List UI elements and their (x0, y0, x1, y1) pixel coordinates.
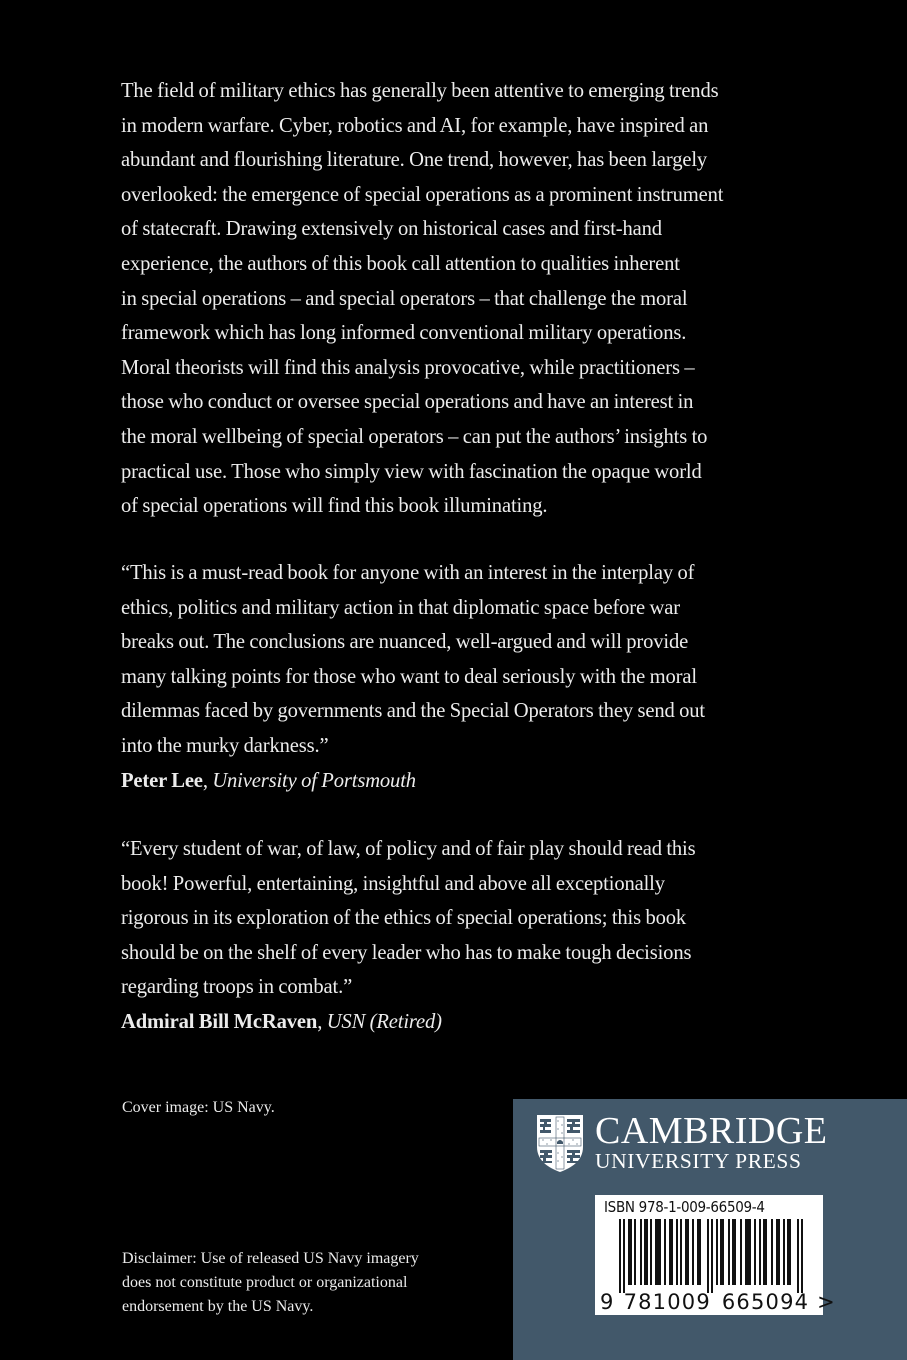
endorser-name: Peter Lee (121, 769, 203, 792)
endorsement-line: “This is a must-read book for anyone with an interest in the interplay of (121, 562, 695, 584)
publisher-name (595, 1110, 828, 1173)
endorsement-line: “Every student of war, of law, of policy and of fair play should read this (121, 838, 696, 860)
isbn-label: ISBN 978-1-009-66509-4 (604, 1198, 765, 1216)
description-line: The field of military ethics has generally been attentive to emerging trends (121, 80, 719, 102)
description-line: in modern warfare. Cyber, robotics and AI, for example, have inspired an (121, 114, 709, 137)
description-line: in special operations – and special operators – that challenge the moral (121, 287, 688, 310)
ean-first-digit: 9 (600, 1290, 615, 1314)
ean-quiet-zone-arrow: > (817, 1290, 836, 1314)
isbn-barcode (595, 1195, 836, 1315)
description-line: experience, the authors of this book call attention to qualities inherent (121, 252, 680, 275)
endorsement-line: regarding troops in combat.” (121, 976, 353, 999)
description-line: practical use. Those who simply view with fascination the opaque world (121, 460, 702, 483)
endorsement-line: should be on the shelf of every leader who has to make tough decisions (121, 941, 692, 964)
endorsement-line: dilemmas faced by governments and the Special Operators they send out (121, 700, 705, 723)
description-line: overlooked: the emergence of special operations as a prominent instrument (121, 183, 724, 206)
endorsement-line: ethics, politics and military action in that diplomatic space before war (121, 596, 680, 619)
description-line: of special operations will find this book illuminating. (121, 495, 548, 518)
endorsement-line: breaks out. The conclusions are nuanced, well-argued and will provide (121, 631, 689, 654)
description-line: framework which has long informed conventional military operations. (121, 322, 687, 345)
ean-digits (600, 1290, 836, 1314)
disclaimer-line: endorsement by the US Navy. (122, 1298, 314, 1315)
publisher-logo (535, 1110, 828, 1173)
endorsement-peter-lee (121, 556, 801, 798)
endorser-name: Admiral Bill McRaven (121, 1010, 318, 1033)
ean-right-group: 665094 (721, 1290, 810, 1314)
ean-left-group: 781009 (623, 1290, 711, 1314)
description-line: those who conduct or oversee special operations and have an interest in (121, 391, 694, 414)
endorsement-line: rigorous in its exploration of the ethics of special operations; this book (121, 907, 687, 930)
description-line: the moral wellbeing of special operators – can put the authors’ insights to (121, 425, 708, 448)
disclaimer-line: Disclaimer: Use of released US Navy imagery (122, 1250, 419, 1267)
description-line: Moral theorists will find this analysis provocative, while practitioners – (121, 356, 695, 379)
attribution-separator: , (317, 1010, 327, 1033)
endorsement-bill-mcraven (121, 832, 801, 1040)
endorser-affiliation: USN (Retired) (326, 1010, 442, 1033)
publisher-name-line1: CAMBRIDGE (595, 1110, 828, 1152)
cambridge-shield-icon (535, 1113, 585, 1173)
barcode-icon (619, 1219, 803, 1293)
disclaimer (122, 1247, 492, 1319)
endorsement-line: into the murky darkness.” (121, 734, 329, 757)
description-line: abundant and flourishing literature. One trend, however, has been largely (121, 149, 708, 172)
publisher-name-line2: UNIVERSITY PRESS (595, 1149, 802, 1173)
publisher-panel (513, 1099, 907, 1360)
attribution-separator: , (202, 769, 213, 792)
endorsement-attribution (121, 1005, 801, 1040)
disclaimer-line: does not constitute product or organizational (122, 1274, 408, 1291)
book-description (121, 74, 801, 524)
endorsement-attribution (121, 764, 801, 799)
endorsement-line: many talking points for those who want to deal seriously with the moral (121, 665, 697, 688)
cover-image-credit: Cover image: US Navy. (122, 1099, 275, 1116)
endorser-affiliation: University of Portsmouth (212, 769, 416, 792)
endorsement-line: book! Powerful, entertaining, insightful and above all exceptionally (121, 872, 665, 895)
description-line: of statecraft. Drawing extensively on historical cases and first-hand (121, 218, 662, 241)
